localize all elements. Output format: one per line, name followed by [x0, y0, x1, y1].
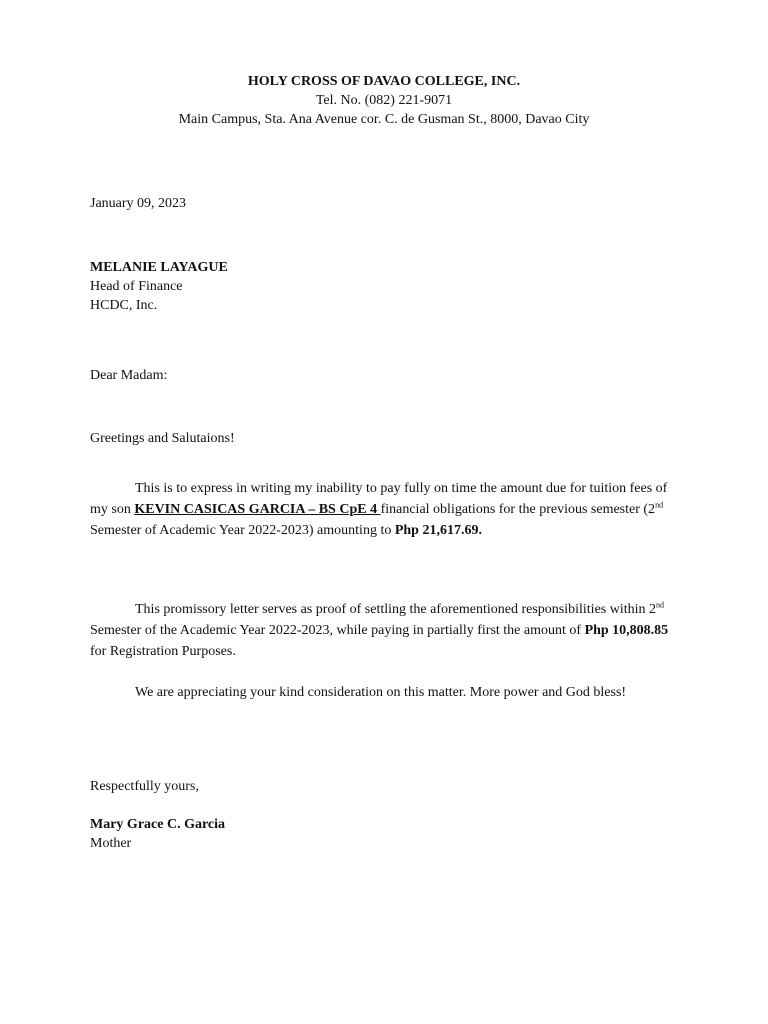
paragraph-appreciation: We are appreciating your kind consideration on this matter. More power and God bless! — [135, 685, 627, 700]
greeting: Greetings and Salutaions! — [90, 431, 235, 446]
paragraph2-text-a: This promissory letter serves as proof of settling the aforementioned responsibilities within 2 — [135, 602, 657, 617]
student-name: KEVIN CASICAS GARCIA – BS CpE 4 — [134, 502, 381, 517]
letterhead — [0, 72, 768, 129]
salutation: Dear Madam: — [90, 368, 168, 383]
paragraph-promissory — [90, 599, 670, 662]
paragraph1-text-a: This is to express in writing my inability to pay fully on time the amount due for tuition fees of my son — [90, 481, 668, 517]
recipient-block — [90, 258, 670, 315]
recipient-name: MELANIE LAYAGUE — [90, 260, 228, 275]
partial-amount: Php 10,808.85 — [584, 623, 669, 638]
school-address: Main Campus, Sta. Ana Avenue cor. C. de Gusman St., 8000, Davao City — [178, 112, 590, 127]
signature-block — [90, 815, 670, 853]
school-name: HOLY CROSS OF DAVAO COLLEGE, INC. — [247, 74, 521, 89]
paragraph2-ordinal: nd — [656, 600, 665, 610]
paragraph2-text-b: Semester of the Academic Year 2022-2023, while paying in partially first the amount of — [90, 623, 585, 638]
paragraph1-text-c: Semester of Academic Year 2022-2023) amounting to — [90, 523, 395, 538]
paragraph2-text-c: for Registration Purposes. — [90, 644, 236, 659]
recipient-title: Head of Finance — [90, 279, 183, 294]
paragraph1-text-b: financial obligations for the previous semester (2 — [380, 502, 656, 517]
closing: Respectfully yours, — [90, 779, 199, 794]
school-telephone: Tel. No. (082) 221-9071 — [315, 93, 453, 108]
total-amount: Php 21,617.69. — [394, 523, 482, 538]
paragraph-tuition-inability — [90, 478, 670, 541]
signer-name: Mary Grace C. Garcia — [90, 817, 226, 832]
signer-relation: Mother — [90, 836, 132, 851]
recipient-organization: HCDC, Inc. — [90, 298, 158, 313]
paragraph1-ordinal: nd — [655, 500, 664, 510]
letter-date: January 09, 2023 — [90, 196, 187, 211]
